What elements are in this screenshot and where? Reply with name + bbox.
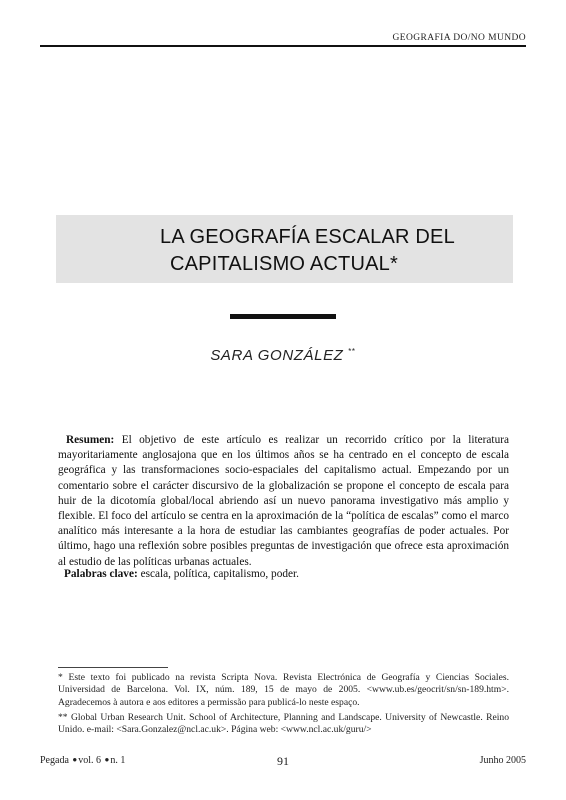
keywords-label: Palabras clave: <box>64 568 138 580</box>
footnote-1: * Este texto foi publicado na revista Scripta Nova. Revista Electrónica de Geografía y Ciencias Sociales. Universidad de Barcelona. Vol. IX, núm. 189, 15 de mayo de 2005. <www.ub.es/geocrit/sn/sn-189.htm>. Agradecemos à autora e aos editores a permissão para publicá-lo neste espaço. <box>58 672 509 708</box>
footnote-rule <box>58 667 168 668</box>
bullet-icon: ● <box>104 755 110 764</box>
author-name: SARA GONZÁLEZ <box>210 347 344 364</box>
abstract-label: Resumen: <box>66 434 115 446</box>
article-title-line-1: LA GEOGRAFÍA ESCALAR DEL <box>160 226 455 248</box>
title-divider-bar <box>230 314 336 319</box>
footer-date: Junho 2005 <box>479 755 526 766</box>
footer-volume: vol. 6 <box>78 755 102 766</box>
footnote-2: ** Global Urban Research Unit. School of Architecture, Planning and Landscape. University of Newcastle. Reino Unido. e-mail: <Sara.Gonzalez@ncl.ac.uk>. Página web: <www.ncl.ac.uk/guru/> <box>58 712 509 736</box>
keywords <box>64 568 504 580</box>
abstract <box>58 433 509 570</box>
header-rule <box>40 45 526 47</box>
running-header: GEOGRAFIA DO/NO MUNDO <box>392 33 526 43</box>
author-line <box>0 347 566 364</box>
footer-journal: Pegada <box>40 755 69 766</box>
page-number: 91 <box>277 754 289 768</box>
author-footnote-mark: ** <box>348 347 356 356</box>
abstract-text: El objetivo de este artículo es realizar un recorrido crítico por la literatura mayoritariamente anglosajona que en los últimos años se ha centrado en el concepto de escala geográfica y las transformaciones socio-espaciales del capitalismo actual. Empezando por un comentario sobre el carácter discursivo de la globalización se propone el concepto de escala para huir de la dicotomía global/local abriendo así un nuevo panorama investigativo más amplio y flexible. El foco del artículo se centra en la aproximación de la “política de escalas” como el marco analítico más interesante a la hora de estudiar las cambiantes geografías de poder actuales. Por último, hago una reflexión sobre posibles preguntas de investigación que ofrece esta aproximación al estudio de las políticas urbanas actuales. <box>58 434 509 568</box>
article-title-text: CAPITALISMO ACTUAL <box>170 253 390 275</box>
title-footnote-mark: * <box>389 253 398 275</box>
footer-number: n. 1 <box>110 755 126 766</box>
keywords-text: escala, política, capitalismo, poder. <box>140 568 299 580</box>
article-title-line-2 <box>170 253 398 276</box>
bullet-icon: ● <box>72 755 78 764</box>
